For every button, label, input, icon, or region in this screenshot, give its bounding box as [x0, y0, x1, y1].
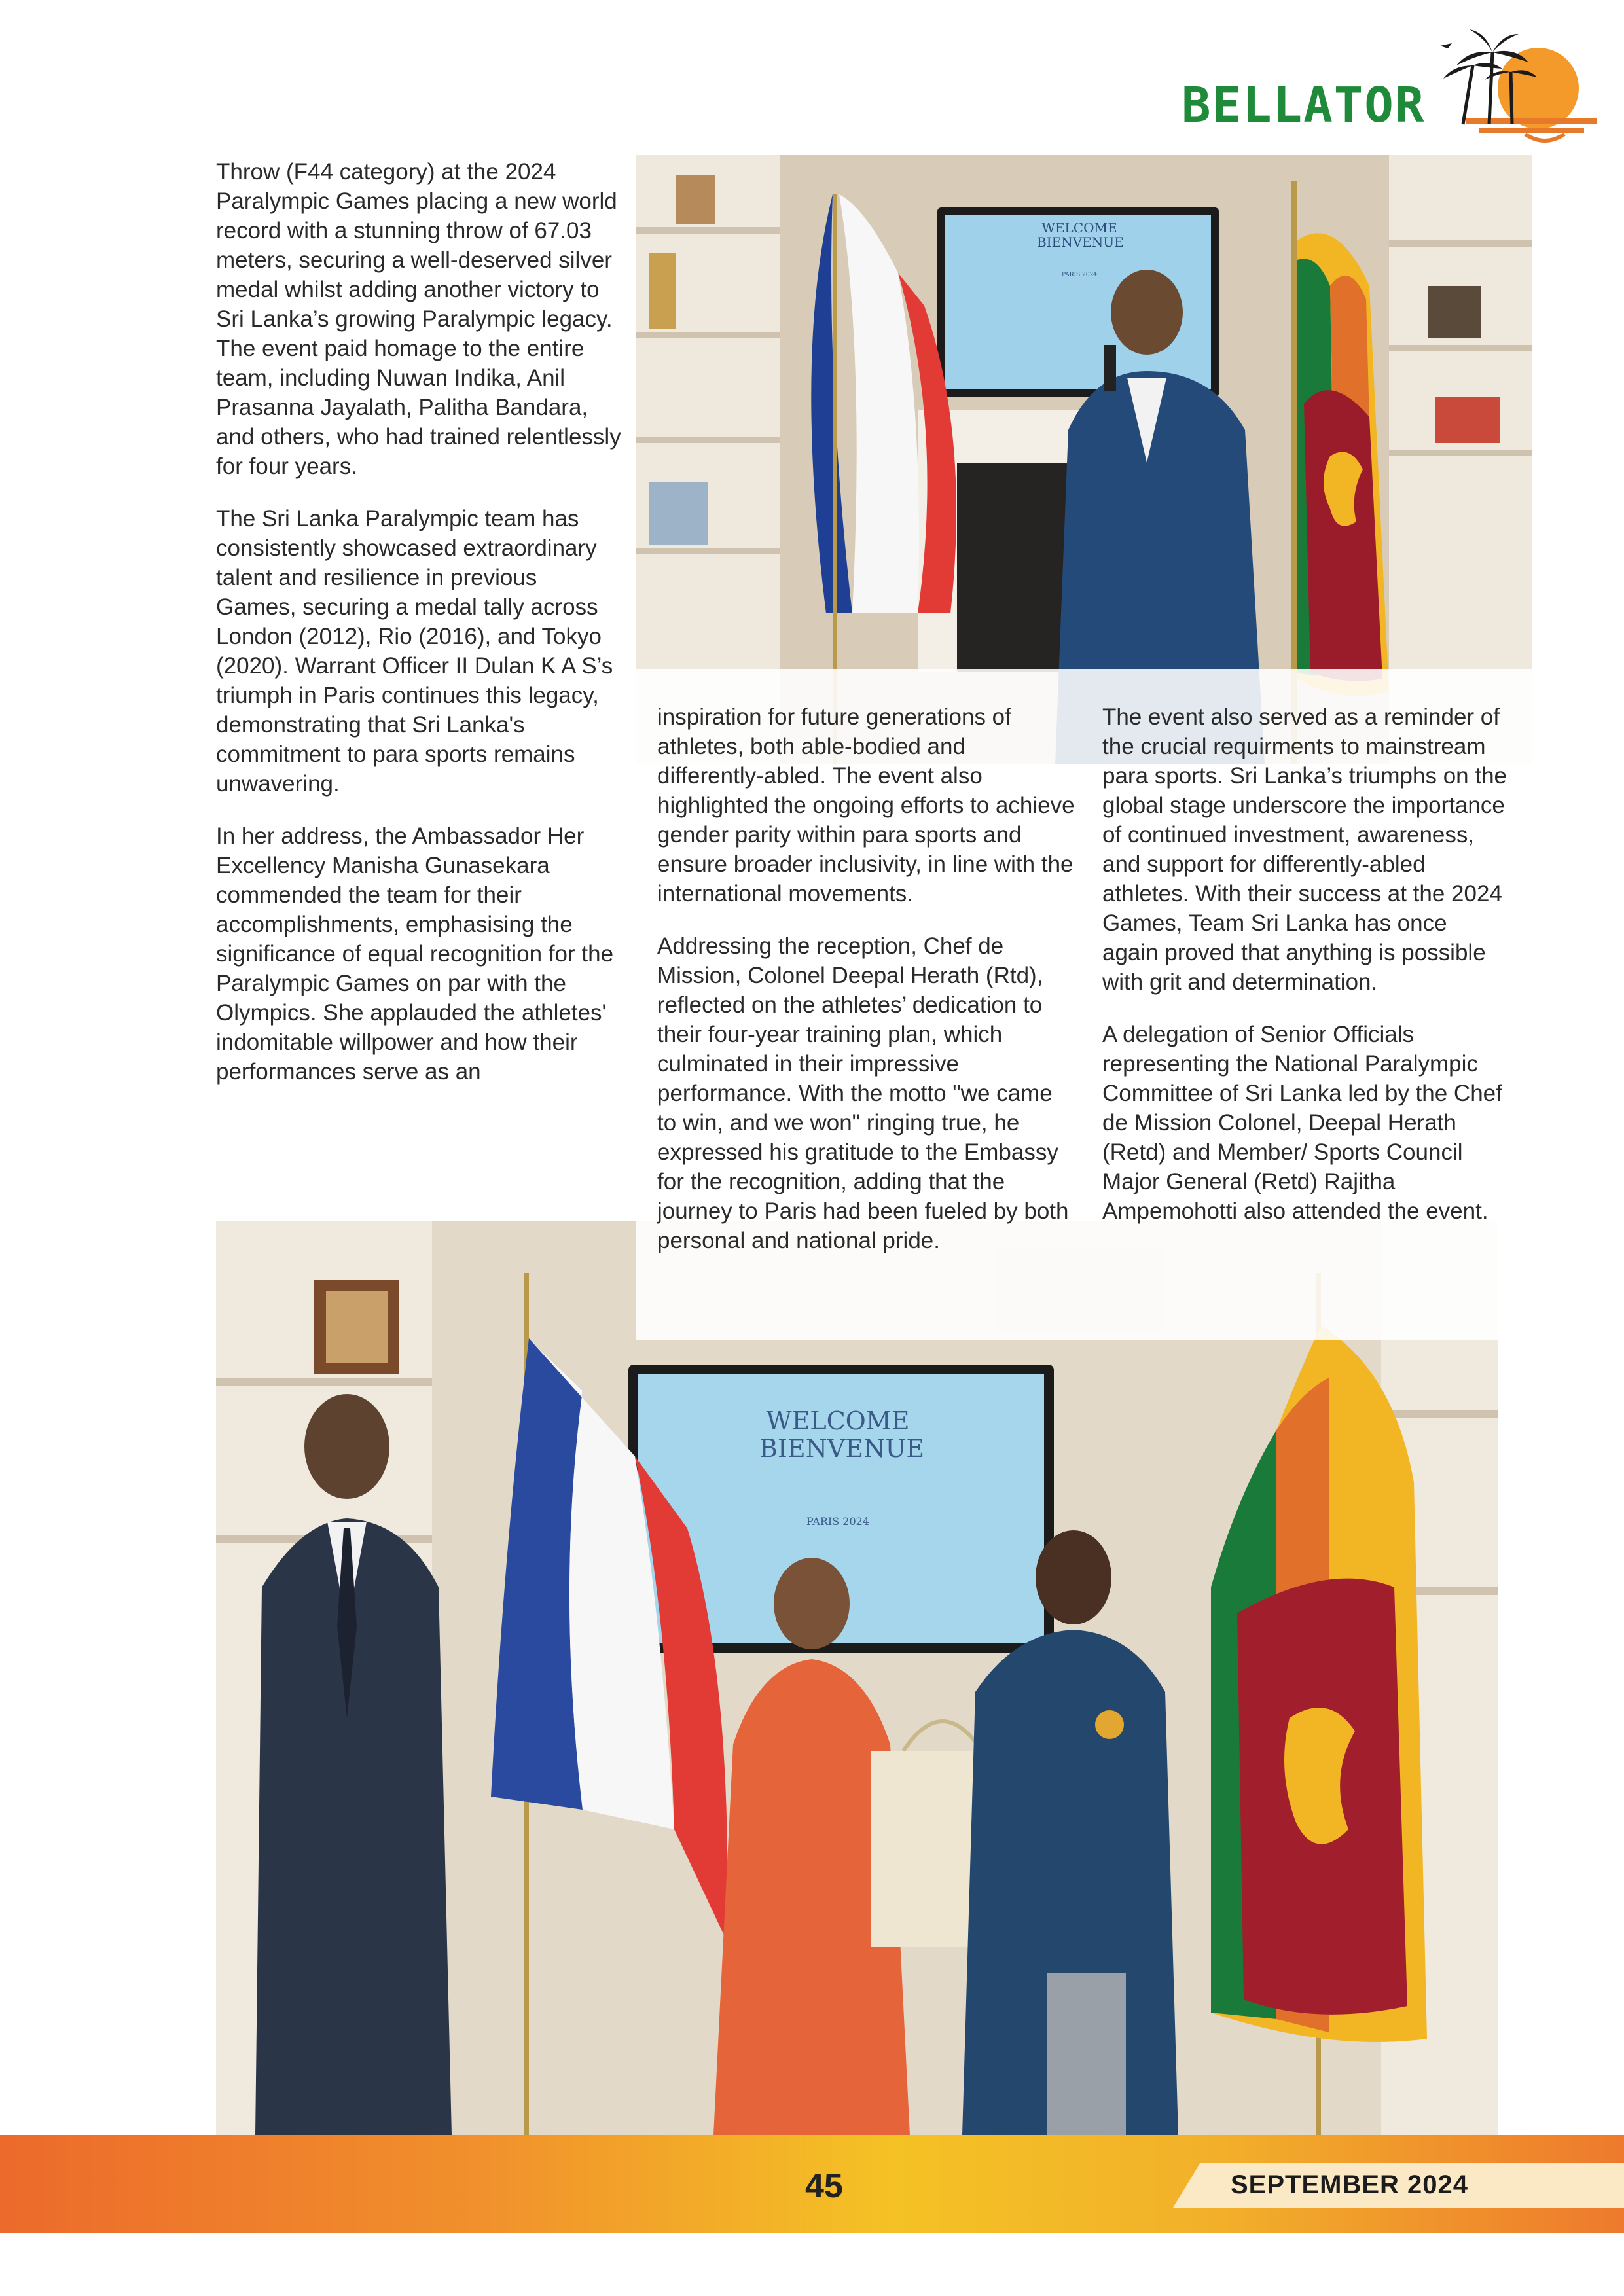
paragraph: The Sri Lanka Paralympic team has consistently showcased extraordinary talent and resilience in previous Games, securing a medal tally across London (2012), Rio (2016), and Tokyo (2020). Warrant Officer II Dulan K A S’s triumph in Paris continues this legacy, demonstrating that Sri Lanka's commitment to para sports remains unwavering. [216, 506, 613, 797]
screen-paris: PARIS 2024 [1062, 272, 1097, 278]
screen-paris: PARIS 2024 [806, 1515, 869, 1528]
page-number: 45 [805, 2167, 843, 2205]
paragraph: Addressing the reception, Chef de Mission, Colonel Deepal Herath (Rtd), reflected on the athletes’ dedication to their four-year training plan, which culminated in their impressive performance. With the motto "we came to win, and we won" ringing true, he expressed his gratitude to the Embassy for the recognition, adding that the journey to Paris had been fueled by both personal and national pride. [657, 933, 1069, 1253]
paragraph: A delegation of Senior Officials representing the National Paralympic Committee of Sri Lanka led by the Chef de Mission Colonel, Deepal Herath (Retd) and Member/ Sports Council Major General (Retd) Rajitha Ampemohotti also attended the event. [1102, 1022, 1502, 1224]
screen-bienvenue: BIENVENUE [1037, 234, 1124, 250]
article-column-1 [216, 157, 622, 1109]
paragraph: The event also served as a reminder of the crucial requirments to mainstream para sports. Sri Lanka’s triumphs on the global stage underscore the importance of continued investment, awareness, and support for differently-abled athletes. With their success at the 2024 Games, Team Sri Lanka has once again proved that anything is possible with grit and determination. [1102, 704, 1507, 995]
screen-welcome: WELCOME [1041, 220, 1117, 236]
palm-sun-icon [1427, 26, 1597, 147]
screen-text [1037, 221, 1122, 282]
paragraph: In her address, the Ambassador Her Excellency Manisha Gunasekara commended the team for their accomplishments, emphasising the significance of equal recognition for the Paralympic Games on par with the Olympics. She applauded the athletes' indomitable willpower and how their performances serve as an [216, 823, 614, 1085]
screen-text [759, 1407, 925, 1535]
brand-name: BELLATOR [1182, 77, 1426, 134]
issue-date: SEPTEMBER 2024 [1231, 2170, 1469, 2199]
article-column-3 [1102, 702, 1508, 1249]
paragraph: Throw (F44 category) at the 2024 Paralympic Games placing a new world record with a stunning throw of 67.03 meters, securing a well-deserved silver medal whilst adding another victory to Sri Lanka’s growing Paralympic legacy. The event paid homage to the entire team, including Nuwan Indika, Anil Prasanna Jayalath, Palitha Bandara, and others, who had trained relentlessly for four years. [216, 159, 621, 479]
article-column-2 [657, 702, 1076, 1278]
screen-welcome: WELCOME [766, 1407, 910, 1435]
screen-bienvenue: BIENVENUE [759, 1434, 925, 1463]
photo-gift-illustration [216, 1221, 1498, 2135]
photo-gift-presentation [216, 1221, 1498, 2135]
paragraph: inspiration for future generations of athletes, both able-bodied and differently-abled. The event also highlighted the ongoing efforts to achieve gender parity within para sports and ensure broader inclusivity, in line with the international movements. [657, 704, 1075, 906]
